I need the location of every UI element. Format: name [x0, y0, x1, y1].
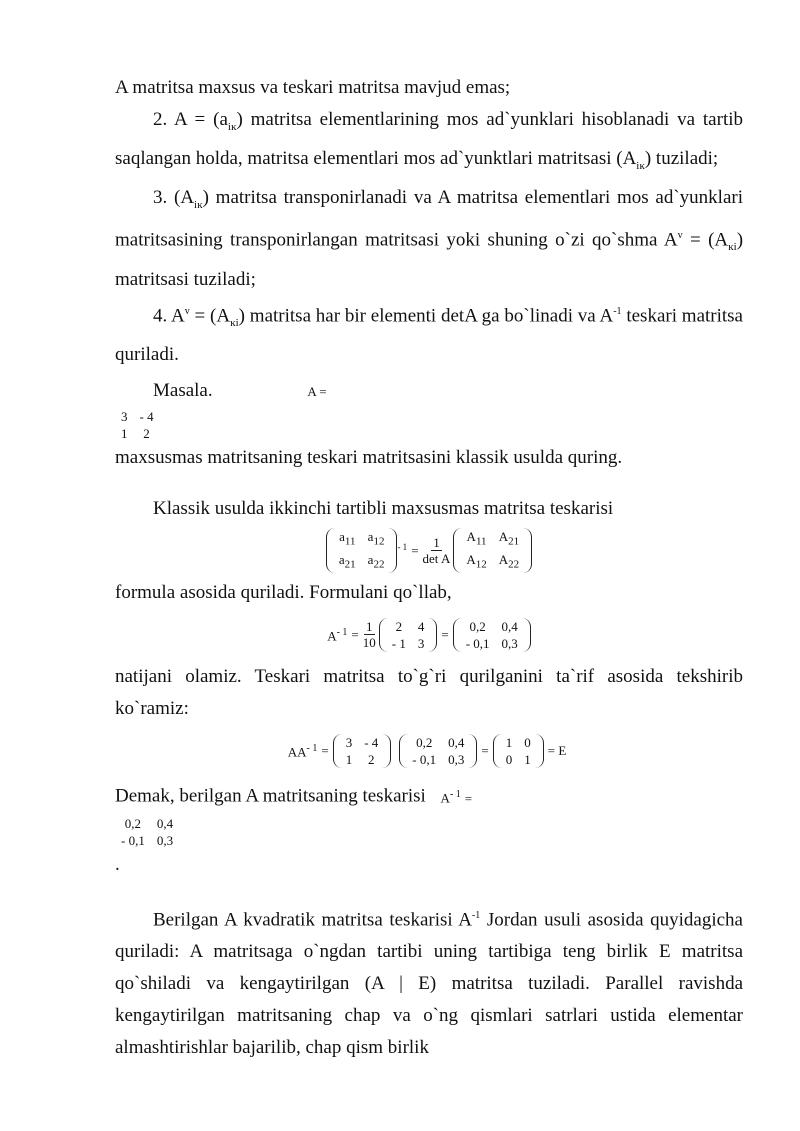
natija-paragraph: natijani olamiz. Teskari matritsa to`g`ri qurilganini ta`rif asosida tekshirib ko`ramiz: [115, 665, 743, 719]
item-3: 3. $(A_{iĸ})$ matritsa transponirlanadi va A matritsa elementlari mos ad`yunklari matritsasining transponirlangan matritsasi yoki shuning o`zi qo`shma $A^v = (A_{ĸi})$ matritsasi tuziladi; [115, 186, 744, 290]
verification-formula: $AA^{- 1}$ = 3 - 4 1 2 0,2 0,4 - 0,1 0,3 = 1 0 0 1 = E [287, 734, 567, 767]
demak-paragraph: Demak, berilgan A matritsaning teskarisi $A^{- 1}$ = [115, 779, 743, 815]
inverse-computation: $A^{- 1}$ = $\frac{1}{10}$ 2 4 - 1 3 = 0,2 0,4 - 0,1 0,3 [115, 609, 743, 661]
klassik-paragraph: Klassik usulda ikkinchi tartibli maxsusmas matritsa teskarisi [153, 497, 614, 519]
formula-paragraph: formula asosida quriladi. Formulani qo`llab, [115, 581, 452, 603]
masala-paragraph: Masala. A = [115, 375, 743, 408]
matrix-A-def: A = [307, 383, 327, 399]
inverse-result: $A^{- 1}$ = [440, 788, 473, 807]
item-4: 4. $A^v = (A_{ĸi})$ matritsa har bir elementi detA ga bo`linadi va $A^{-1}$ teskari matritsa quriladi. [115, 304, 743, 365]
item-2: 2. $A = (a_{iĸ})$ matritsa elementlarining mos ad`yunklari hisoblanadi va tartib saqlangan holda, matritsa elementlari mos ad`yunktlari matritsasi $(A_{iĸ})$ tuziladi; [115, 109, 743, 172]
line-1: A matritsa maxsus va teskari matritsa mavjud emas; [115, 77, 511, 98]
jordan-paragraph: Berilgan A kvadratik matritsa teskarisi $A^{-1}$ Jordan usuli asosida quyidagicha quriladi: A matritsaga o`ngdan tartibi uning tartibiga teng birlik E matritsa qo`shiladi va kengaytirilgan (A | E) matritsa tuziladi. Parallel ravishda kengaytirilgan matritsaning chap va o`ng qismlari satrlari ustida elementar almashtirishlar bajarilib, chap qism birlik [115, 909, 743, 1059]
document-page: A matritsa maxsus va teskari matritsa mavjud emas; 2. $A = (a_{iĸ})$ matritsa elementlarining mos ad`yunklari hisoblanadi va tartib saqlangan holda, matritsa elementlari mos ad`yunktlari matritsasi $(A_{iĸ})$ tuziladi; 3. $(A_{iĸ})$ matritsa transponirlanadi va A matritsa elementlari mos ad`yunklari matritsasining transponirlangan matritsasi yoki shuning o`zi qo`shma $A^v = (A_{ĸi})$ matritsasi tuziladi; 4. $A^v = (A_{ĸi})$ matritsa har bir elementi detA ga bo`linadi va $A^{-1}$ teskari matritsa quriladi. Masala. A = 3 - 4 1 2 maxsusmas matritsaning teskari matritsasini klassik usulda quring. Klassik usulda ikkinchi tartibli maxsusmas matritsa teskarisi $a_{11}$ $a_{12}$ $a_{21}$ $a_{22}$ - 1 = $\frac{1}{\text{det A}}$ $A_{11}$ $A_{21}$ $A_{12}$ $A_{22}$ formula asosida quriladi. Formulani qo`llab, $A^{- 1}$ = $\frac{1}{10}$ 2 4 - 1 3 = 0,2 0,4 - 0,1 0,3 natijani olamiz. Teskari matritsa to`g`ri qurilganini ta`rif asosida tekshirib ko`ramiz: $AA^{- 1}$ = 3 - 4 1 2 0,2 0,4 - 0,1 0,3 = 1 0 0 1 = E Demak, berilgan A matritsaning teskarisi $A^{- 1}$ = 0,2 0,4 - 0,1 0,3 . Berilgan A kvadratik matritsa teskarisi $A^{-1}$ Jordan usuli asosida quyidagicha quriladi: A matritsaga o`ngdan tartibi uning tartibiga teng birlik E matritsa qo`shiladi va kengaytirilgan (A | E) matritsa tuziladi. Parallel ravishda kengaytirilgan matritsaning chap va o`ng qismlari satrlari ustida elementar almashtirishlar bajarilib, chap qism birlik [115, 72, 743, 1064]
general-inverse-formula: $a_{11}$ $a_{12}$ $a_{21}$ $a_{22}$ - 1 = $\frac{1}{\text{det A}}$ $A_{11}$ $A_{21}$ $A_{12}$ $A_{22}$ [115, 525, 743, 577]
